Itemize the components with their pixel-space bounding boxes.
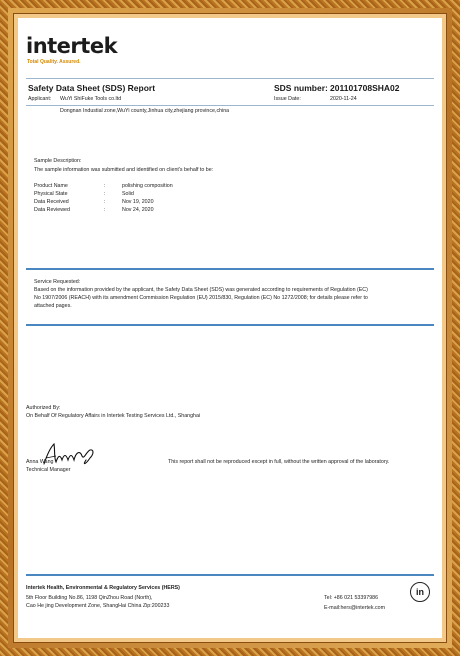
applicant-name: WuYi ShiFuke Tools co.ltd <box>60 96 122 102</box>
sample-row-value: Solid <box>122 191 134 197</box>
footer-rule <box>26 574 434 576</box>
sample-row-colon: : <box>104 199 106 205</box>
header-divider <box>26 78 434 79</box>
sample-row-colon: : <box>104 207 106 213</box>
applicant-divider <box>26 105 434 106</box>
sample-row-label: Data Received <box>34 199 69 205</box>
footer-email: E-mail:hers@intertek.com <box>324 605 386 611</box>
sample-row-colon: : <box>104 191 106 197</box>
footer-address-line: Cao He jing Development Zone, ShangHai China Zip:200233 <box>26 603 170 609</box>
sample-row-label: Data Reviewed <box>34 207 70 213</box>
applicant-address: Dongnan Industial zone,WuYi county,Jinhua city,zhejiang province,china <box>60 108 230 114</box>
reproduction-notice: This report shall not be reproduced except in full, without the written approval of the laboratory. <box>168 459 390 465</box>
intertek-logo: intertek <box>26 34 118 58</box>
service-text-line: Based on the information provided by the applicant, the Safety Data Sheet (SDS) was generated according to requirements of Regulation (EC) <box>34 287 368 293</box>
footer-company: Intertek Health, Environmental & Regulatory Services (HERS) <box>26 585 180 591</box>
service-bottom-rule <box>26 324 434 326</box>
authorized-by-label: Authorized By: <box>26 405 61 411</box>
sample-row-value: Nov 24, 2020 <box>122 207 154 213</box>
sample-row-colon: : <box>104 183 106 189</box>
sample-intro: The sample information was submitted and identified on client's behalf to be: <box>34 167 214 173</box>
sample-row-label: Product Name <box>34 183 68 189</box>
certificate-page <box>18 18 442 638</box>
issue-date-value: 2020-11-24 <box>330 96 357 102</box>
sample-heading: Sample Description: <box>34 158 82 164</box>
sds-number-value: 201101708SHA02 <box>330 83 400 93</box>
footer-address-line: 5th Floor Building No.86, 1198 QinZhou Road (North), <box>26 595 153 601</box>
service-heading: Service Requested: <box>34 279 81 285</box>
brand-tagline: Total Quality. Assured. <box>27 59 81 65</box>
sample-row-label: Physical State <box>34 191 68 197</box>
footer-telephone: Tel: +86 021 53397986 <box>324 595 379 601</box>
signer-name: Anna Wang <box>26 459 54 465</box>
sample-row-value: polishing composition <box>122 183 173 189</box>
signer-title: Technical Manager <box>26 467 71 473</box>
service-top-rule <box>26 268 434 270</box>
intertek-mark-icon: in <box>410 582 430 602</box>
service-text-line: attached pages. <box>34 303 72 309</box>
sds-number-label: SDS number: <box>274 83 328 93</box>
applicant-label: Applicant: <box>28 96 52 102</box>
service-text-line: No 1907/2006 (REACH) with its amendment Commission Regulation (EU) 2015/830, Regulation (EC) No 1272/2008; for details please refer to <box>34 295 368 301</box>
authorized-behalf: On Behalf Of Regulatory Affairs in Intertek Testing Services Ltd., Shanghai <box>26 413 201 419</box>
issue-date-label: Issue Date: <box>274 96 301 102</box>
report-title: Safety Data Sheet (SDS) Report <box>28 83 156 93</box>
sample-row-value: Nov 19, 2020 <box>122 199 154 205</box>
